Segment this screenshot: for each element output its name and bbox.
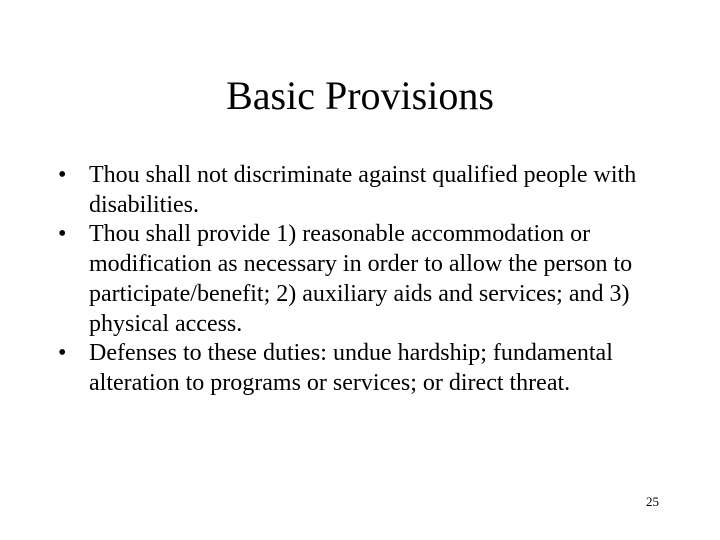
bullet-text: Thou shall not discriminate against qualified people with disabilities. (89, 162, 637, 218)
bullet-icon: • (58, 340, 67, 367)
bullet-icon: • (58, 162, 67, 188)
bullet-item (58, 161, 668, 220)
page-number: 25 (646, 494, 659, 509)
bullet-text: Thou shall provide 1) reasonable accommodation or modification as necessary in order to allow the person to participate/benefit; 2) auxiliary aids and services; and 3) physical access. (89, 221, 633, 337)
bullet-text: Defenses to these duties: undue hardship; fundamental alteration to programs or services; or direct threat. (89, 340, 613, 396)
bullet-icon: • (58, 221, 67, 248)
bullet-list (58, 161, 668, 399)
bullet-item (58, 220, 668, 339)
slide-title: Basic Provisions (226, 73, 494, 118)
bullet-item (58, 339, 668, 398)
